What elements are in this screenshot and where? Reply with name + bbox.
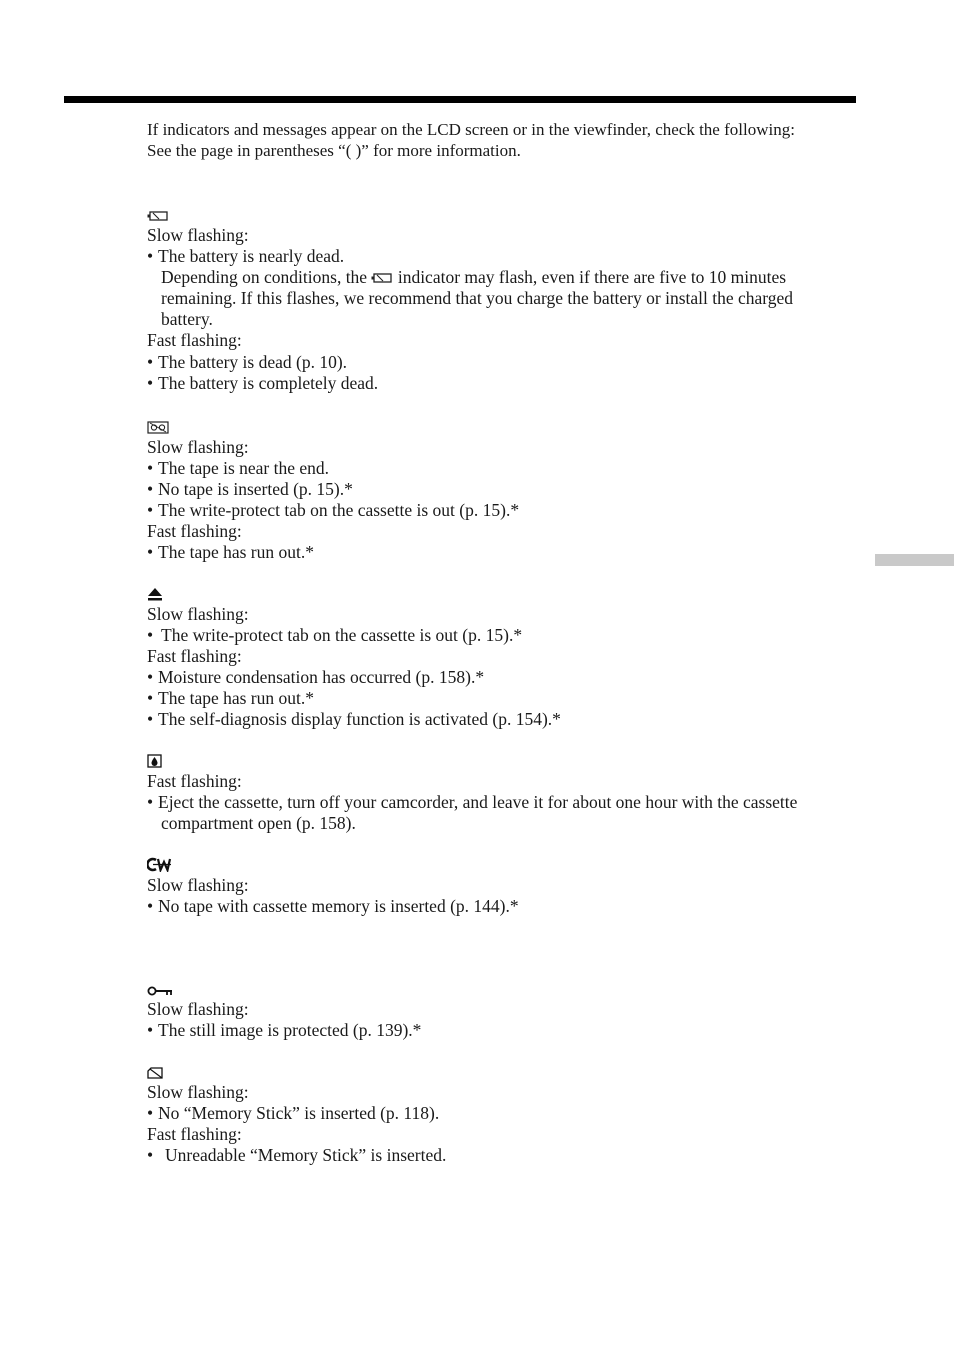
- list-item: • The tape has run out.*: [147, 688, 847, 709]
- section-tape: [147, 416, 847, 564]
- list-item: • The write-protect tab on the cassette is out (p. 15).*: [147, 500, 847, 521]
- fast-flashing-label: Fast flashing:: [147, 1124, 242, 1145]
- slow-flashing-label: Slow flashing:: [147, 875, 249, 895]
- battery-low-icon: [371, 272, 393, 284]
- list-item: • The self-diagnosis display function is activated (p. 154).*: [147, 709, 847, 730]
- slow-flashing-label: Slow flashing:: [147, 437, 249, 457]
- list-item: • The tape has run out.*: [147, 542, 847, 563]
- list-item: • The tape is near the end.: [147, 458, 847, 479]
- section-moisture: [147, 750, 847, 834]
- list-item: • The battery is nearly dead.: [147, 246, 847, 267]
- slow-flashing-label: Slow flashing:: [147, 604, 249, 624]
- fast-flashing-label: Fast flashing:: [147, 330, 242, 351]
- battery-low-icon: [147, 204, 847, 222]
- list-item: • The still image is protected (p. 139).*: [147, 1020, 847, 1041]
- list-item: • No tape with cassette memory is inserted (p. 144).*: [147, 896, 847, 917]
- list-item: • The battery is dead (p. 10).: [147, 352, 847, 373]
- slow-flashing-label: Slow flashing:: [147, 225, 249, 245]
- list-item: • The battery is completely dead.: [147, 373, 847, 394]
- list-item: • The write-protect tab on the cassette is out (p. 15).*: [147, 625, 847, 646]
- slow-flashing-label: Slow flashing:: [147, 999, 249, 1019]
- section-cassette-memory: [147, 854, 847, 917]
- list-item: • Eject the cassette, turn off your camcorder, and leave it for about one hour with the cassette compartment open (p. 158).: [147, 792, 847, 834]
- no-memory-stick-icon: [147, 1061, 847, 1079]
- list-item-note: Depending on conditions, the indicator may flash, even if there are five to 10 minutes remaining. If this flashes, we recommend that you charge the battery or install the charged battery.: [161, 267, 794, 330]
- tape-end-icon: [147, 416, 847, 434]
- moisture-drop-icon: [147, 750, 847, 768]
- fast-flashing-label: Fast flashing:: [147, 521, 242, 542]
- fast-flashing-label: Fast flashing:: [147, 646, 242, 667]
- list-item: • Unreadable “Memory Stick” is inserted.: [147, 1145, 847, 1166]
- fast-flashing-label: Fast flashing:: [147, 771, 242, 791]
- list-item: • No “Memory Stick” is inserted (p. 118).: [147, 1103, 847, 1124]
- key-protect-icon: [147, 978, 847, 996]
- section-battery: [147, 204, 847, 394]
- header-rule: [64, 96, 856, 103]
- intro-line-1: If indicators and messages appear on the LCD screen or in the viewfinder, check the following:: [147, 120, 795, 139]
- eject-icon: [147, 583, 847, 601]
- list-item: • Moisture condensation has occurred (p. 158).*: [147, 667, 847, 688]
- cassette-memory-icon: [147, 854, 847, 872]
- intro-line-2: See the page in parentheses “( )” for more information.: [147, 141, 521, 160]
- side-index-tab: [875, 554, 954, 566]
- section-memory-stick: [147, 1061, 847, 1166]
- section-eject: [147, 583, 847, 731]
- slow-flashing-label: Slow flashing:: [147, 1082, 249, 1102]
- list-item: • No tape is inserted (p. 15).*: [147, 479, 847, 500]
- section-protect: [147, 978, 847, 1041]
- intro-text: [147, 119, 795, 161]
